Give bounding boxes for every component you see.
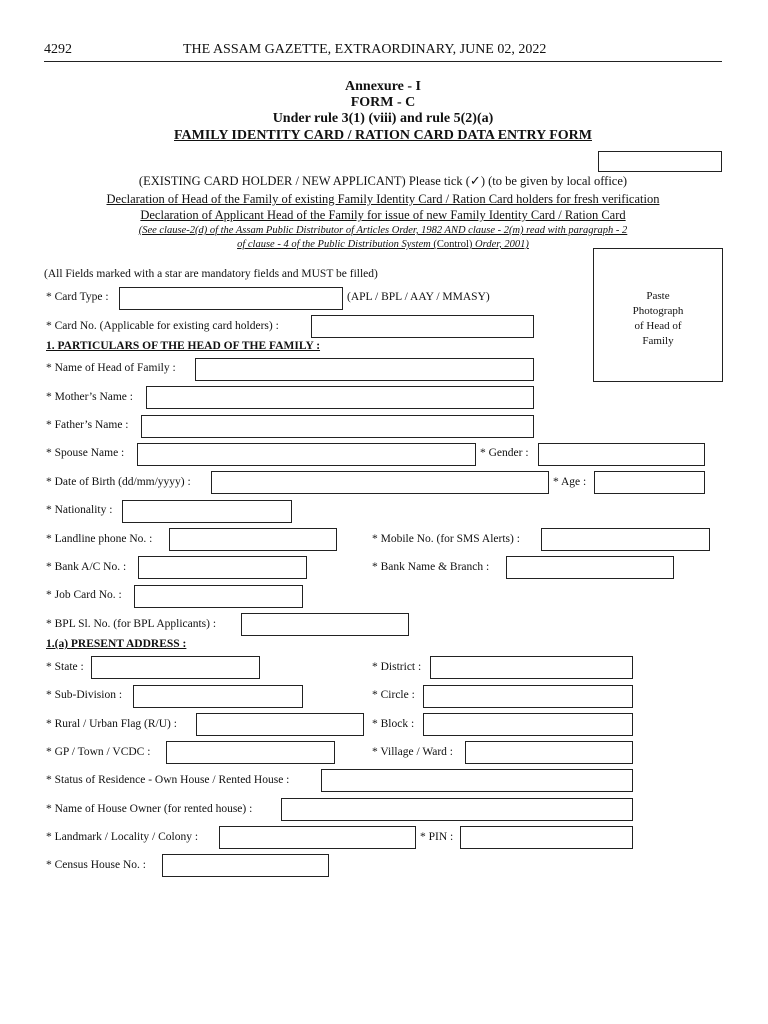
mother-name-field[interactable]: [146, 386, 534, 409]
gender-field[interactable]: [538, 443, 705, 466]
name-head-label: * Name of Head of Family :: [46, 362, 176, 374]
annexure-title: Annexure - I: [345, 79, 421, 94]
bank-name-label: * Bank Name & Branch :: [372, 561, 490, 573]
residence-status-label: * Status of Residence - Own House / Rented House :: [46, 774, 290, 786]
dob-label: * Date of Birth (dd/mm/yyyy) :: [46, 476, 191, 488]
card-no-field[interactable]: [311, 315, 534, 338]
block-field[interactable]: [423, 713, 633, 736]
bpl-sl-label: * BPL Sl. No. (for BPL Applicants) :: [46, 618, 217, 630]
checkmark-icon: ✓: [469, 174, 481, 189]
card-type-options: (APL / BPL / AAY / MMASY): [347, 291, 490, 303]
state-label: * State :: [46, 661, 84, 673]
note-line-2b: (Control): [430, 239, 476, 250]
dob-field[interactable]: [211, 471, 549, 494]
district-field[interactable]: [430, 656, 633, 679]
father-name-field[interactable]: [141, 415, 534, 438]
spouse-name-label: * Spouse Name :: [46, 447, 125, 459]
sub-division-field[interactable]: [133, 685, 303, 708]
bank-ac-label: * Bank A/C No. :: [46, 561, 127, 573]
job-card-label: * Job Card No. :: [46, 589, 122, 601]
card-no-label: * Card No. (Applicable for existing card holders) :: [46, 320, 279, 332]
age-label: * Age :: [553, 476, 587, 488]
age-field[interactable]: [594, 471, 705, 494]
card-type-label: * Card Type :: [46, 291, 109, 303]
note-line-2a: of clause - 4 of the Public Distribution System: [237, 239, 431, 250]
circle-label: * Circle :: [372, 689, 415, 701]
tick-line: [44, 174, 722, 189]
note-line-2c: Order, 2001): [475, 239, 529, 250]
card-type-field[interactable]: [119, 287, 343, 310]
mother-name-label: * Mother’s Name :: [46, 391, 133, 403]
note-line-1: (See clause-2(d) of the Assam Public Distributor of Articles Order, 1982 AND clause - 2(m) read with paragraph - 2: [138, 225, 628, 236]
village-ward-label: * Village / Ward :: [372, 746, 453, 758]
landline-label: * Landline phone No. :: [46, 533, 153, 545]
landmark-field[interactable]: [219, 826, 416, 849]
mobile-field[interactable]: [541, 528, 710, 551]
rural-urban-label: * Rural / Urban Flag (R/U) :: [46, 718, 177, 730]
mobile-label: * Mobile No. (for SMS Alerts) :: [372, 533, 520, 545]
gender-label: * Gender :: [480, 447, 529, 459]
pin-field[interactable]: [460, 826, 633, 849]
bank-ac-field[interactable]: [138, 556, 307, 579]
sub-division-label: * Sub-Division :: [46, 689, 123, 701]
nationality-label: * Nationality :: [46, 504, 113, 516]
rural-urban-field[interactable]: [196, 713, 364, 736]
tick-line-suffix: ) (to be given by local office): [480, 174, 628, 188]
state-field[interactable]: [91, 656, 260, 679]
declaration-new: Declaration of Applicant Head of the Family for issue of new Family Identity Card / Ration Card: [140, 208, 626, 222]
landmark-label: * Landmark / Locality / Colony :: [46, 831, 199, 843]
photo-box: [593, 248, 723, 382]
district-label: * District :: [372, 661, 422, 673]
job-card-field[interactable]: [134, 585, 303, 608]
spouse-name-field[interactable]: [137, 443, 476, 466]
gazette-title: THE ASSAM GAZETTE, EXTRAORDINARY, JUNE 02, 2022: [183, 42, 547, 57]
census-house-field[interactable]: [162, 854, 329, 877]
photo-label-2: Photograph: [632, 305, 684, 317]
gp-town-field[interactable]: [166, 741, 335, 764]
residence-status-field[interactable]: [321, 769, 633, 792]
tick-line-prefix: (EXISTING CARD HOLDER / NEW APPLICANT) Please tick (: [138, 174, 470, 188]
rule-title: Under rule 3(1) (viii) and rule 5(2)(a): [272, 111, 494, 126]
form-title: FORM - C: [350, 95, 416, 110]
mandatory-note: (All Fields marked with a star are mandatory fields and MUST be filled): [44, 268, 378, 280]
bank-name-field[interactable]: [506, 556, 674, 579]
section-head-of-family: 1. PARTICULARS OF THE HEAD OF THE FAMILY :: [46, 340, 321, 352]
pin-label: * PIN :: [420, 831, 454, 843]
office-use-box[interactable]: [598, 151, 722, 172]
landline-field[interactable]: [169, 528, 337, 551]
nationality-field[interactable]: [122, 500, 292, 523]
declaration-existing: Declaration of Head of the Family of existing Family Identity Card / Ration Card holders for fresh verification: [106, 192, 660, 206]
village-ward-field[interactable]: [465, 741, 633, 764]
section-present-address: 1.(a) PRESENT ADDRESS :: [46, 638, 187, 650]
photo-label-1: Paste: [646, 290, 670, 302]
gp-town-label: * GP / Town / VCDC :: [46, 746, 151, 758]
house-owner-label: * Name of House Owner (for rented house) :: [46, 803, 253, 815]
house-owner-field[interactable]: [281, 798, 633, 821]
name-head-field[interactable]: [195, 358, 534, 381]
photo-label-4: Family: [642, 335, 674, 347]
circle-field[interactable]: [423, 685, 633, 708]
block-label: * Block :: [372, 718, 415, 730]
header-divider: [44, 61, 722, 62]
main-title: FAMILY IDENTITY CARD / RATION CARD DATA ENTRY FORM: [174, 128, 592, 143]
father-name-label: * Father’s Name :: [46, 419, 129, 431]
bpl-sl-field[interactable]: [241, 613, 409, 636]
page-number: 4292: [44, 42, 72, 57]
census-house-label: * Census House No. :: [46, 859, 146, 871]
photo-label-3: of Head of: [634, 320, 682, 332]
